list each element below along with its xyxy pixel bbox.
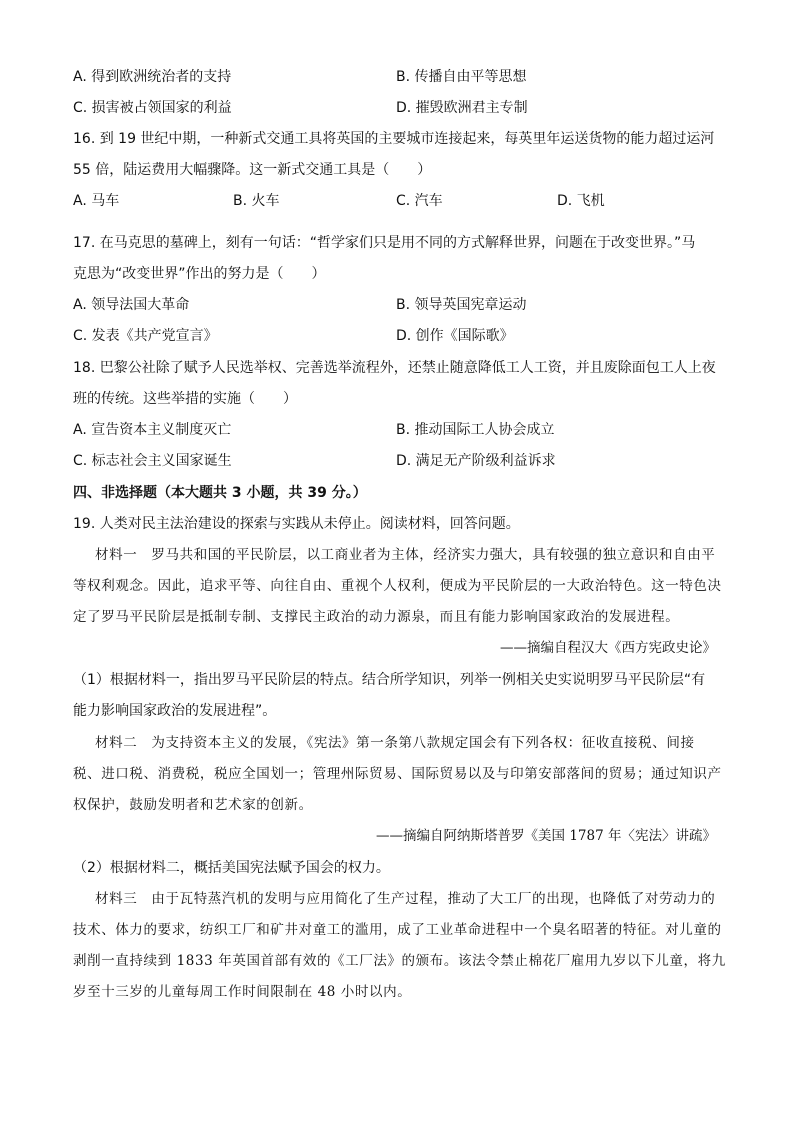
q15-option-c[interactable]: C. 损害被占领国家的利益	[73, 100, 232, 116]
q17-option-b[interactable]: B. 领导英国宪章运动	[396, 297, 527, 313]
q15-option-a[interactable]: A. 得到欧洲统治者的支持	[73, 69, 232, 85]
q16-stem-line-1: 16. 到 19 世纪中期，一种新式交通工具将英国的主要城市连接起来，每英里年运送货物的能力超过运河	[73, 131, 715, 147]
q16-option-d[interactable]: D. 飞机	[557, 193, 605, 209]
material-3-line-1: 材料三 由于瓦特蒸汽机的发明与应用简化了生产过程，推动了大工厂的出现，也降低了对劳动力的	[95, 891, 716, 907]
q16-option-b[interactable]: B. 火车	[233, 193, 280, 209]
q19-sub2: （2）根据材料二，概括美国宪法赋予国会的权力。	[73, 860, 390, 876]
material-1-line-1: 材料一 罗马共和国的平民阶层，以工商业者为主体，经济实力强大，具有较强的独立意识和自由平	[95, 547, 716, 563]
q17-stem-line-1: 17. 在马克思的墓碑上，刻有一句话：“哲学家们只是用不同的方式解释世界，问题在于改变世界。”马	[73, 235, 696, 251]
q18-stem-line-1: 18. 巴黎公社除了赋予人民选举权、完善选举流程外，还禁止随意降低工人工资，并且废除面包工人上夜	[73, 360, 716, 376]
material-3-line-4: 岁至十三岁的儿童每周工作时间限制在 48 小时以内。	[73, 984, 412, 1000]
q19-sub1-line-1: （1）根据材料一，指出罗马平民阶层的特点。结合所学知识，列举一例相关史实说明罗马平民阶层“有	[73, 672, 706, 688]
q17-stem-line-2: 克思为“改变世界”作出的努力是（ ）	[73, 266, 326, 282]
material-1-line-2: 等权利观念。因此，追求平等、向往自由、重视个人权利，便成为平民阶层的一大政治特色。这一特色决	[73, 578, 722, 594]
q17-option-c[interactable]: C. 发表《共产党宣言》	[73, 328, 218, 344]
material-1-line-3: 定了罗马平民阶层是抵制专制、支撑民主政治的动力源泉，而且有能力影响国家政治的发展进程。	[73, 609, 680, 625]
q19-stem: 19. 人类对民主法治建设的探索与实践从未停止。阅读材料，回答问题。	[73, 516, 520, 532]
q15-option-d[interactable]: D. 摧毁欧洲君主专制	[396, 100, 528, 116]
q18-option-d[interactable]: D. 满足无产阶级利益诉求	[396, 453, 556, 469]
section-4-heading: 四、非选择题（本大题共 3 小题，共 39 分。）	[73, 485, 367, 501]
q17-option-a[interactable]: A. 领导法国大革命	[73, 297, 190, 313]
q18-option-a[interactable]: A. 宣告资本主义制度灭亡	[73, 422, 232, 438]
material-2-source: ——摘编自阿纳斯塔普罗《美国 1787 年〈宪法〉讲疏》	[376, 828, 716, 844]
q16-stem-line-2: 55 倍，陆运费用大幅骤降。这一新式交通工具是（ ）	[73, 162, 432, 178]
material-2-line-1: 材料二 为支持资本主义的发展，《宪法》第一条第八款规定国会有下列各权：征收直接税、间接	[95, 735, 695, 751]
q18-option-c[interactable]: C. 标志社会主义国家诞生	[73, 453, 232, 469]
material-2-line-2: 税、进口税、消费税，税应全国划一；管理州际贸易、国际贸易以及与印第安部落间的贸易；通过知识产	[73, 766, 722, 782]
material-2-line-3: 权保护，鼓励发明者和艺术家的创新。	[73, 797, 313, 813]
material-3-line-2: 技术、体力的要求，纺织工厂和矿井对童工的滥用，成了工业革命进程中一个臭名昭著的特征。对儿童的	[73, 922, 722, 938]
q18-option-b[interactable]: B. 推动国际工人协会成立	[396, 422, 555, 438]
q18-stem-line-2: 班的传统。这些举措的实施（ ）	[73, 391, 297, 407]
material-1-source: ——摘编自程汉大《西方宪政史论》	[500, 640, 716, 656]
material-3-line-3: 剥削一直持续到 1833 年英国首部有效的《工厂法》的颁布。该法令禁止棉花厂雇用九岁以下儿童，将九	[73, 953, 726, 969]
q17-option-d[interactable]: D. 创作《国际歌》	[396, 328, 514, 344]
q15-option-b[interactable]: B. 传播自由平等思想	[396, 69, 527, 85]
q19-sub1-line-2: 能力影响国家政治的发展进程”。	[73, 703, 277, 719]
q16-option-a[interactable]: A. 马车	[73, 193, 120, 209]
q16-option-c[interactable]: C. 汽车	[396, 193, 443, 209]
